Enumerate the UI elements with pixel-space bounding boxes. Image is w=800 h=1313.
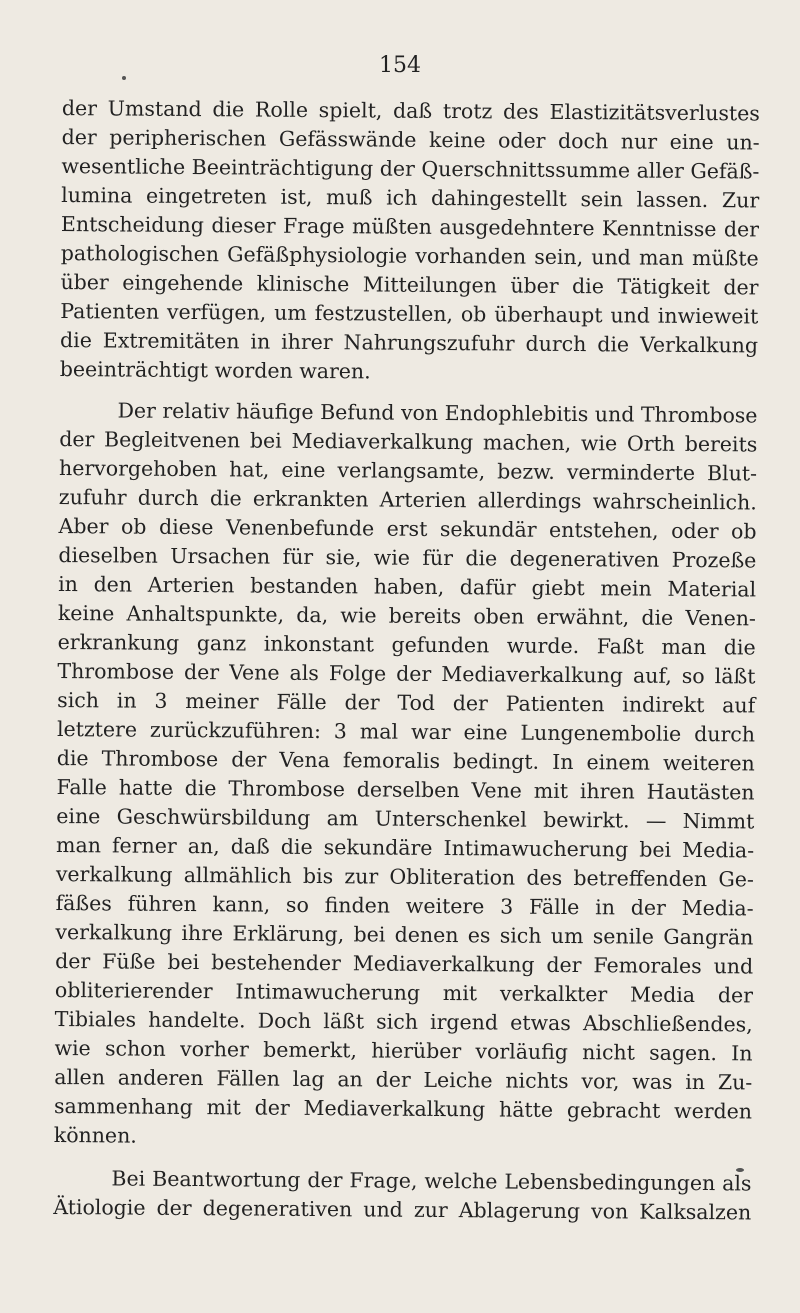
text-line: der Begleitvenen bei Mediaverkalkung machen, wie Orth bereits [59,426,758,457]
text-line: der peripherischen Gefässwände keine oder doch nur eine un- [61,124,760,155]
text-line: Tibiales handelte. Doch läßt sich irgend etwas Abschließendes, [54,1006,753,1037]
text-line: die Thrombose der Vena femoralis bedingt. In einem weiteren [56,745,755,776]
text-line: der Füße bei bestehender Mediaverkalkung der Femorales und [55,948,754,979]
text-line: letztere zurückzuführen: 3 mal war eine Lungenembolie durch [56,716,756,747]
text-line: pathologischen Gefäßphysiologie vorhanden sein, und man müßte [60,240,759,271]
page-number: 154 [379,53,421,78]
text-line: keine Anhaltspunkte, da, wie bereits oben erwähnt, die Venen- [57,600,756,631]
text-line: Entscheidung dieser Frage müßten ausgedehntere Kenntnisse der [60,211,760,242]
text-line: eine Geschwürsbildung am Unterschenkel bewirkt. — Nimmt [56,803,755,834]
text-line: sich in 3 meiner Fälle der Tod der Patienten indirekt auf [57,687,756,718]
text-line: man ferner an, daß die sekundäre Intimawucherung bei Media- [56,832,755,863]
text-line: Patienten verfügen, um festzustellen, ob überhaupt und inwieweit [60,298,759,329]
text-line: allen anderen Fällen lag an der Leiche nichts vor, was in Zu- [54,1064,753,1095]
paragraph [60,94,760,389]
text-line: fäßes führen kann, so finden weitere 3 Fälle in der Media- [55,890,754,921]
text-line: wesentliche Beeinträchtigung der Querschnittssumme aller Gefäß- [61,153,760,184]
text-line: sammenhang mit der Mediaverkalkung hätte gebracht werden [53,1093,753,1124]
text-line: erkrankung ganz inkonstant gefunden wurde. Faßt man die [57,629,756,660]
text-line: können. [53,1122,137,1148]
text-line: verkalkung ihre Erklärung, bei denen es sich um senile Gangrän [55,919,754,950]
text-line: über eingehende klinische Mitteilungen über die Tätigkeit der [60,269,759,300]
text-line: Ätiologie der degenerativen und zur Ablagerung von Kalksalzen [53,1194,752,1225]
text-line: Der relativ häufige Befund von Endophlebitis und Thrombose [117,398,758,428]
text-line: dieselben Ursachen für sie, wie für die degenerativen Prozeße [58,542,757,573]
text-line: der Umstand die Rolle spielt, daß trotz des Elastizitätsverlustes [61,95,760,126]
paragraph [53,1164,751,1227]
text-line: Thrombose der Vene als Folge der Mediaverkalkung auf, so läßt [57,658,756,689]
paragraph [54,396,758,1155]
text-line: obliterierender Intimawucherung mit verkalkter Media der [54,977,754,1008]
text-line: lumina eingetreten ist, muß ich dahingestellt sein lassen. Zur [61,182,760,213]
ink-speck [122,76,126,80]
text-line: die Extremitäten in ihrer Nahrungszufuhr durch die Verkalkung [59,327,759,358]
text-line: verkalkung allmählich bis zur Obliteration des betreffenden Ge- [55,861,754,892]
text-line: Aber ob diese Venenbefunde erst sekundär entstehen, oder ob [58,513,757,544]
body-text [53,94,760,1227]
text-line: hervorgehoben hat, eine verlangsamte, bezw. verminderte Blut- [58,455,758,486]
text-line: in den Arterien bestanden haben, dafür giebt mein Material [58,571,757,602]
text-line: beeinträchtigt worden waren. [59,356,371,384]
text-line: zufuhr durch die erkrankten Arterien allerdings wahrscheinlich. [58,484,757,515]
text-line: wie schon vorher bemerkt, hierüber vorläufig nicht sagen. In [54,1035,753,1066]
text-line: Falle hatte die Thrombose derselben Vene mit ihren Hautästen [56,774,755,805]
text-line: Bei Beantwortung der Frage, welche Lebensbedingungen als [111,1166,752,1196]
